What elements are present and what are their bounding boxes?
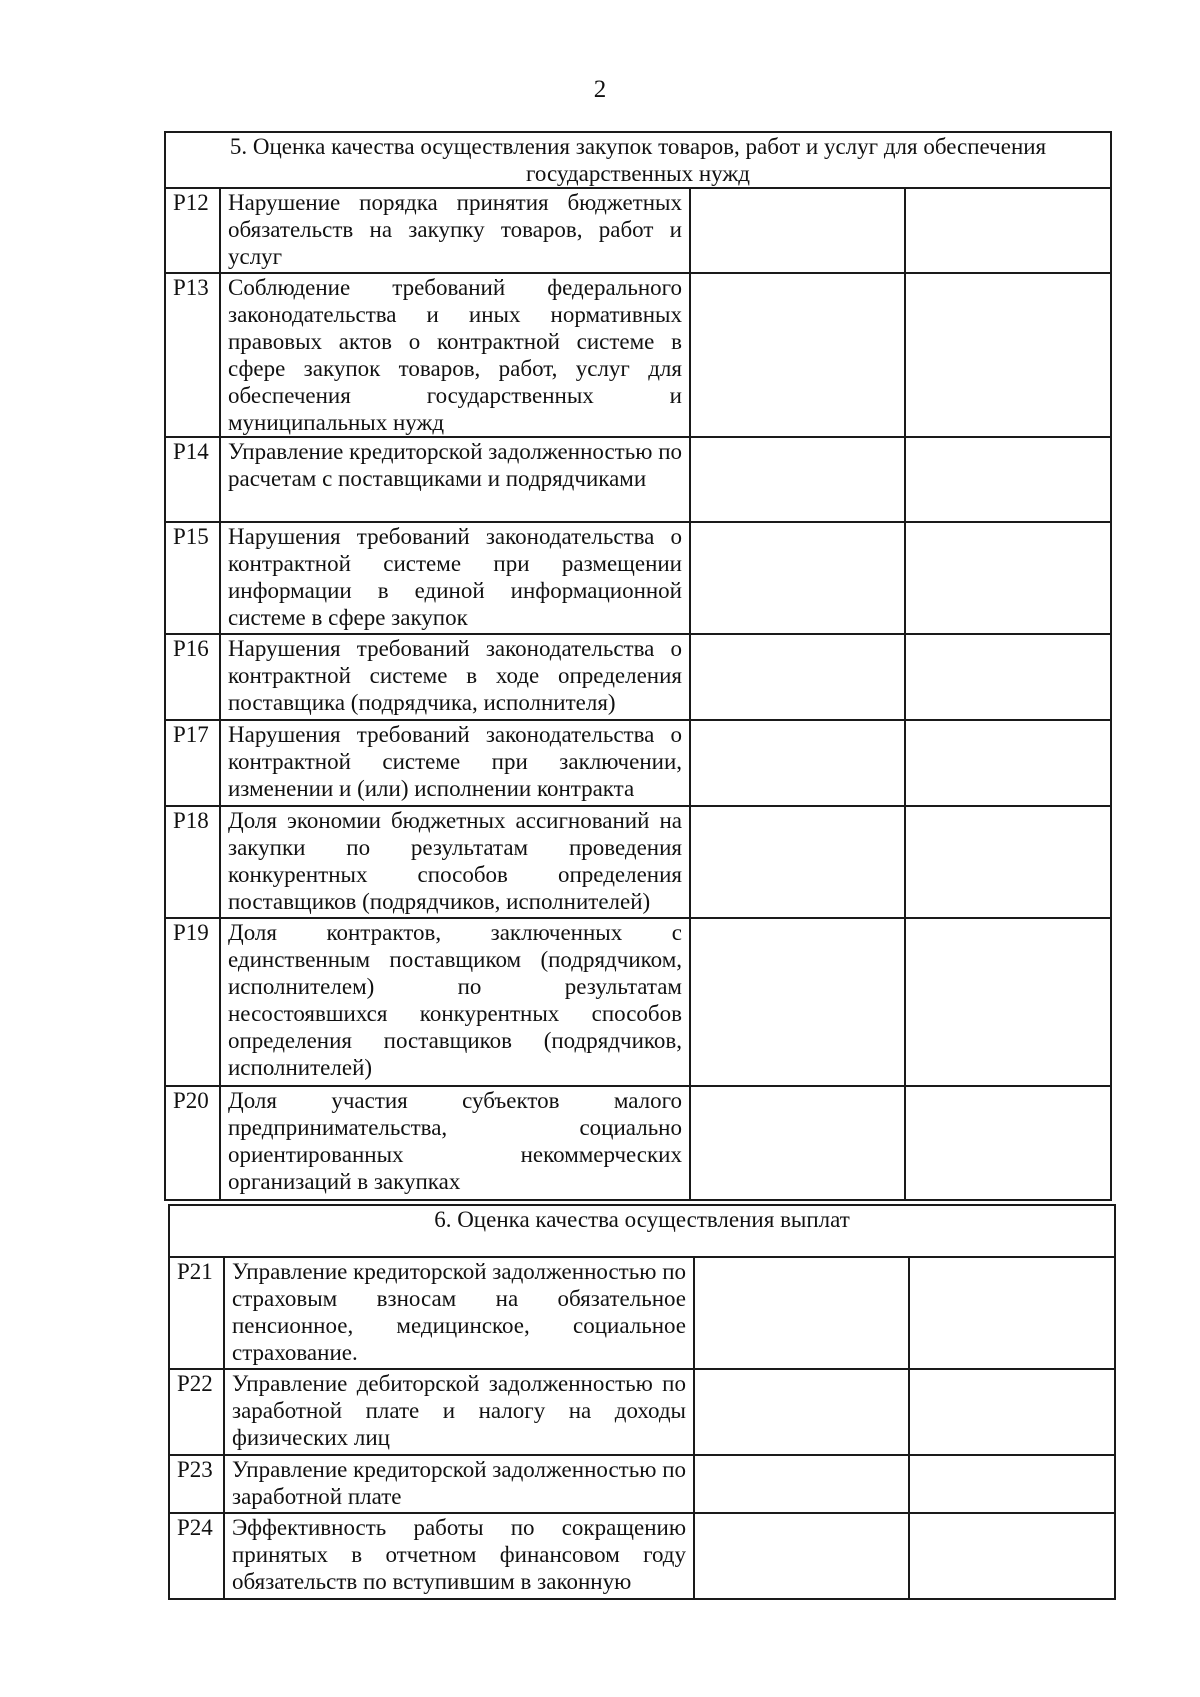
row-code: Р13: [165, 273, 220, 437]
table-row: [165, 1086, 1111, 1200]
value-cell: [690, 918, 905, 1086]
row-code: Р15: [165, 522, 220, 634]
value-cell: [690, 437, 905, 522]
score-cell: [905, 806, 1111, 918]
score-cell: [905, 188, 1111, 273]
value-cell: [690, 634, 905, 720]
row-description: Эффективность работы по сокращению принятых в отчетном финансовом году обязательств по вступившим в законную: [224, 1513, 694, 1599]
value-cell: [694, 1455, 909, 1513]
row-code: Р17: [165, 720, 220, 806]
score-cell: [905, 273, 1111, 437]
row-description: Доля контрактов, заключенных с единственным поставщиком (подрядчиком, исполнителем) по результатам несостоявшихся конкурентных способов определения поставщиков (подрядчиков, исполнителей): [220, 918, 690, 1086]
row-code: Р12: [165, 188, 220, 273]
section-5-title: 5. Оценка качества осуществления закупок товаров, работ и услуг для обеспечения государственных нужд: [165, 132, 1111, 188]
section-6-header-row: [169, 1205, 1115, 1257]
table-row: [165, 918, 1111, 1086]
table-row: [169, 1369, 1115, 1455]
section-6-table: [168, 1204, 1116, 1600]
value-cell: [690, 720, 905, 806]
score-cell: [905, 1086, 1111, 1200]
row-description: Управление кредиторской задолженностью по расчетам с поставщиками и подрядчиками: [220, 437, 690, 522]
table-row: [165, 273, 1111, 437]
score-cell: [909, 1455, 1115, 1513]
row-description: Нарушения требований законодательства о контрактной системе при размещении информации в единой информационной системе в сфере закупок: [220, 522, 690, 634]
section-6-title: 6. Оценка качества осуществления выплат: [169, 1205, 1115, 1257]
row-code: Р23: [169, 1455, 224, 1513]
section-5-header-row: [165, 132, 1111, 188]
table-row: [169, 1513, 1115, 1599]
value-cell: [690, 1086, 905, 1200]
value-cell: [690, 522, 905, 634]
score-cell: [905, 437, 1111, 522]
table-row: [165, 522, 1111, 634]
table-row: [165, 634, 1111, 720]
value-cell: [694, 1513, 909, 1599]
score-cell: [905, 918, 1111, 1086]
row-description: Управление кредиторской задолженностью по заработной плате: [224, 1455, 694, 1513]
row-code: Р14: [165, 437, 220, 522]
score-cell: [905, 720, 1111, 806]
row-code: Р21: [169, 1257, 224, 1369]
row-code: Р16: [165, 634, 220, 720]
row-description: Доля экономии бюджетных ассигнований на закупки по результатам проведения конкурентных способов определения поставщиков (подрядчиков, исполнителей): [220, 806, 690, 918]
table-row: [165, 437, 1111, 522]
row-code: Р18: [165, 806, 220, 918]
row-description: Нарушение порядка принятия бюджетных обязательств на закупку товаров, работ и услуг: [220, 188, 690, 273]
value-cell: [690, 806, 905, 918]
row-description: Нарушения требований законодательства о контрактной системе в ходе определения поставщика (подрядчика, исполнителя): [220, 634, 690, 720]
table-row: [165, 806, 1111, 918]
value-cell: [690, 273, 905, 437]
value-cell: [690, 188, 905, 273]
table-row: [165, 720, 1111, 806]
score-cell: [909, 1513, 1115, 1599]
score-cell: [909, 1369, 1115, 1455]
page-number: 2: [593, 76, 607, 103]
row-code: Р19: [165, 918, 220, 1086]
row-code: Р24: [169, 1513, 224, 1599]
table-row: [165, 188, 1111, 273]
row-description: Нарушения требований законодательства о контрактной системе при заключении, изменении и (или) исполнении контракта: [220, 720, 690, 806]
score-cell: [909, 1257, 1115, 1369]
table-row: [169, 1455, 1115, 1513]
row-description: Управление дебиторской задолженностью по заработной плате и налогу на доходы физических лиц: [224, 1369, 694, 1455]
value-cell: [694, 1369, 909, 1455]
table-row: [169, 1257, 1115, 1369]
row-description: Соблюдение требований федерального законодательства и иных нормативных правовых актов о контрактной системе в сфере закупок товаров, работ, услуг для обеспечения государственных и муниципальных нужд: [220, 273, 690, 437]
row-description: Управление кредиторской задолженностью по страховым взносам на обязательное пенсионное, медицинское, социальное страхование.: [224, 1257, 694, 1369]
row-code: Р22: [169, 1369, 224, 1455]
score-cell: [905, 522, 1111, 634]
row-description: Доля участия субъектов малого предпринимательства, социально ориентированных некоммерческих организаций в закупках: [220, 1086, 690, 1200]
value-cell: [694, 1257, 909, 1369]
section-5-table: [164, 131, 1112, 1201]
score-cell: [905, 634, 1111, 720]
row-code: Р20: [165, 1086, 220, 1200]
